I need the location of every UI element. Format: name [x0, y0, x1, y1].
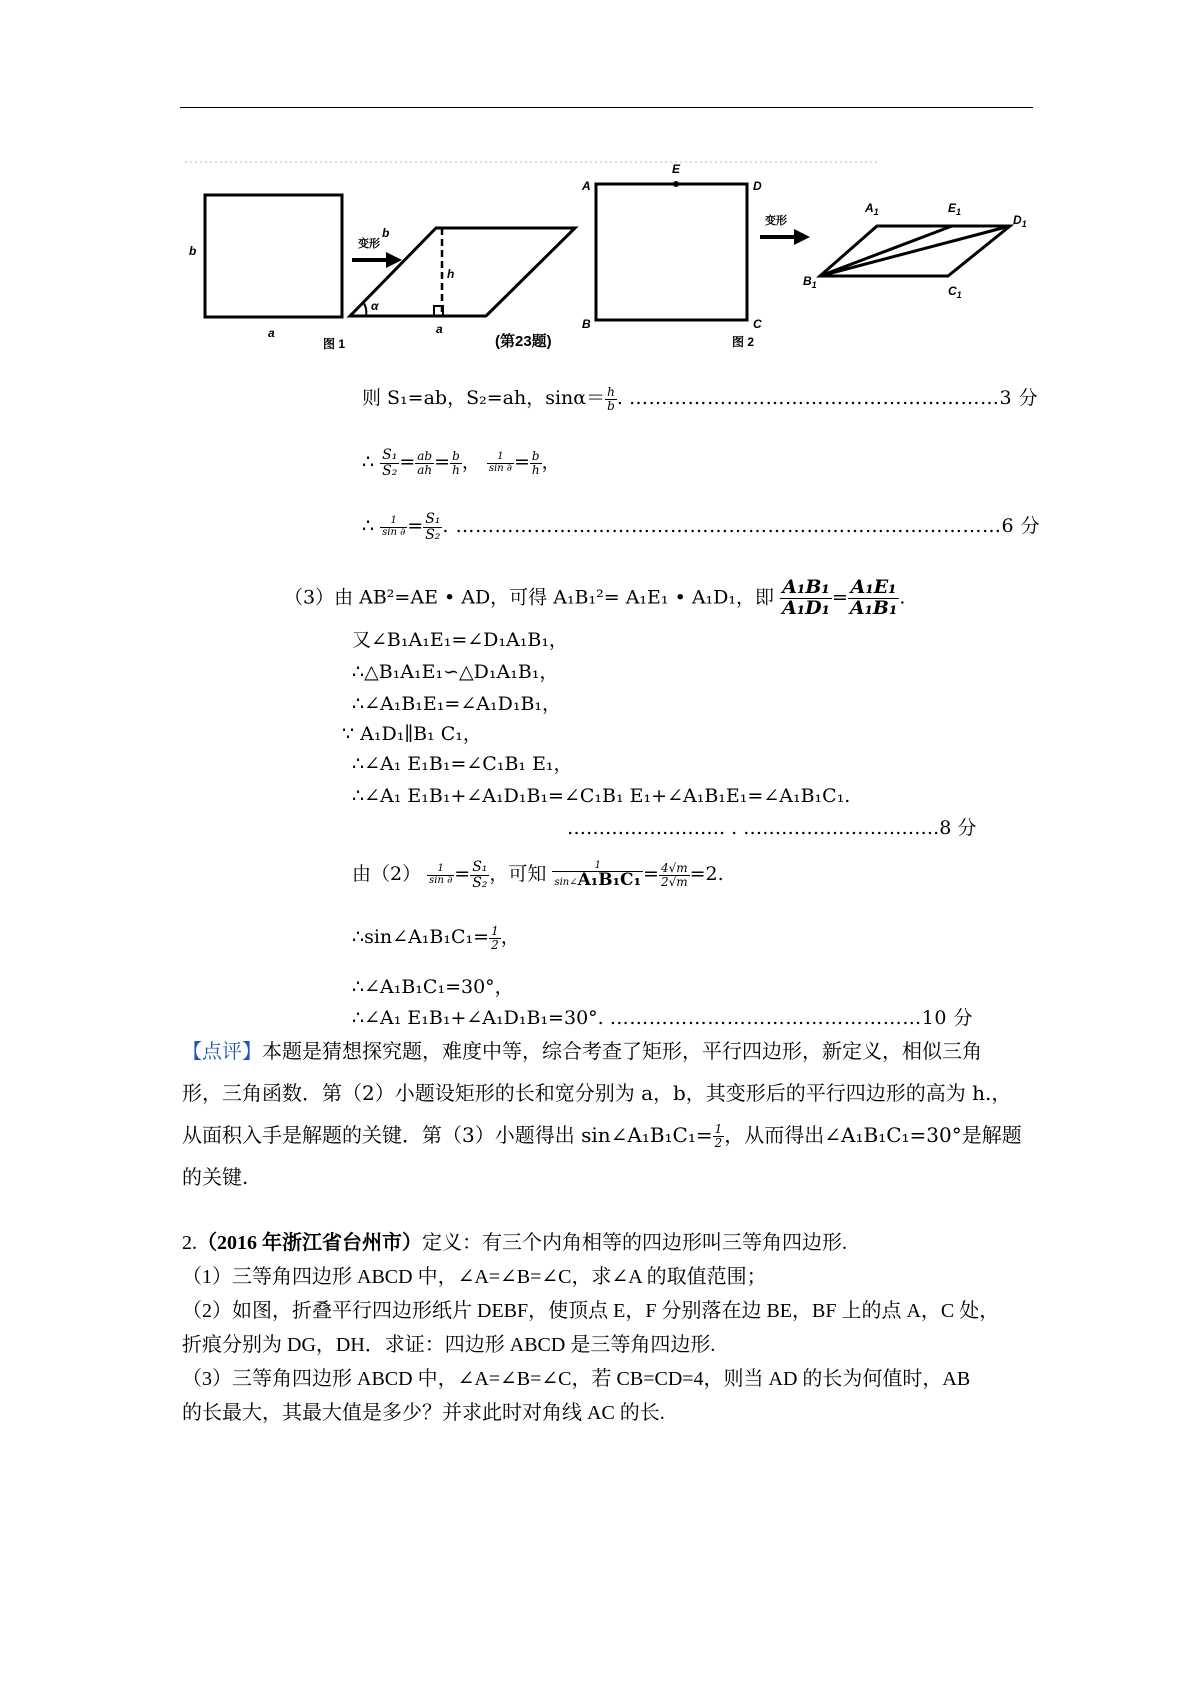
line1-score: …………………………………………………3 分 [628, 387, 1039, 410]
line12-frac-root: $\frac{4√m}{2√m}$ [660, 861, 688, 889]
solution-line-10: ∴∠A₁ E₁B₁+∠A₁D₁B₁=∠C₁B₁ E₁+∠A₁B₁E₁=∠A₁B₁C₁. [352, 785, 851, 807]
para2-label-B1: $B_1$ [803, 274, 817, 290]
arrow-1-label: 变形 [358, 238, 380, 250]
line2-frac-sin: $\frac{1}{\sin \partial}$ [488, 451, 512, 474]
solution-line-8: ∵ A₁D₁∥B₁ C₁， [342, 723, 482, 745]
para1-label-alpha: α [371, 299, 379, 313]
arrow-2-label: 变形 [765, 215, 787, 227]
segment-b1e1 [820, 226, 952, 276]
solution-line-9: ∴∠A₁ E₁B₁=∠C₁B₁ E₁， [352, 753, 573, 775]
rect2-label-D: D [753, 179, 762, 193]
rectangle-2 [596, 184, 747, 320]
solution-line-12: 由（2） $\frac{1}{\sin \partial}$ = $\frac{\text{S₁}}{\text{S₂}}$ ，可知 $\frac{1}{\text{sin∠A₁B₁C₁}}$ = $\frac{4√m}{2√m}$ =2. [352, 859, 724, 891]
problem-caption: (第23题) [495, 333, 552, 350]
line12-frac-sinA1B1C1: $\frac{1}{\text{sin∠A₁B₁C₁}}$ [554, 859, 642, 891]
para1-label-a: a [436, 322, 443, 336]
geometry-figure [180, 150, 1040, 365]
para1-label-b: b [382, 226, 390, 240]
solution-line-5: 又∠B₁A₁E₁=∠D₁A₁B₁， [352, 629, 568, 651]
solution-line-6: ∴△B₁A₁E₁∽△D₁A₁B₁， [352, 661, 559, 683]
comment-block: 【点评】本题是猜想探究题，难度中等，综合考查了矩形，平行四边形，新定义，相似三角 形，三角函数．第（2）小题设矩形的长和宽分别为 a，b，其变形后的平行四边形的高为 h.， 从面积入手是解题的关键．第（3）小题得出 sin∠A₁B₁C₁= $\frac{1}{2}$ ，从而得出∠A₁B₁C₁=30°是解题 的关键. [182, 1030, 1032, 1198]
fig2-caption: 图 2 [732, 335, 755, 349]
line12-frac-s1s2: $\frac{\text{S₁}}{\text{S₂}}$ [472, 859, 488, 891]
comment-line-4: 的关键. [182, 1165, 249, 1189]
arrow-2-head [794, 229, 810, 245]
solution-line-4: （3）由 AB²=AE • AD，可得 A₁B₁²= A₁E₁ • A₁D₁，即 $\frac{\text{A₁B₁}}{\text{A₁D₁}}$ = $\frac{\text{A₁E₁}}{\text{A₁B₁}}$ . [284, 576, 906, 619]
solution-line-2: ∴ $\frac{\text{S₁}}{\text{S₂}}$ = $\frac{ab}{ah}$ = $\frac{b}{h}$ ， $\frac{1}{\sin \partial}$ = $\frac{b}{h}$ ， [362, 447, 561, 479]
solution-line-1: 则 S₁=ab，S₂=ah，sinα＝ $\frac{h}{b}$ . …………………………………………………3 分 [362, 385, 1039, 413]
line13-frac-half: $\frac{1}{2}$ [491, 924, 499, 952]
para2-label-A1: $A_1$ [865, 201, 879, 217]
comment-line-3: 从面积入手是解题的关键．第（3）小题得出 sin∠A₁B₁C₁= $\frac{1}{2}$ ，从而得出∠A₁B₁C₁=30°是解题 [182, 1122, 1022, 1150]
para1-label-h: h [447, 267, 455, 281]
header-rule [180, 107, 1033, 108]
rect1-label-b: b [189, 244, 197, 258]
rect1-label-a: a [268, 326, 275, 340]
para2-label-D1: $D_1$ [1013, 213, 1027, 229]
question-2-source: （2016 年浙江省台州市） [197, 1232, 422, 1254]
line2-frac-abah: $\frac{ab}{ah}$ [417, 449, 433, 477]
comment-frac-half: $\frac{1}{2}$ [714, 1122, 723, 1150]
line3-frac-s1s2: $\frac{\text{S₁}}{\text{S₂}}$ [425, 511, 441, 543]
line2-frac-bh-2: $\frac{b}{h}$ [531, 449, 540, 477]
solution-line-14: ∴∠A₁B₁C₁=30°， [352, 976, 514, 998]
question-2-part-1: （1）三等角四边形 ABCD 中，∠A=∠B=∠C，求∠A 的取值范围； [182, 1266, 767, 1288]
line12-frac-sin: $\frac{1}{\sin \partial}$ [429, 863, 453, 886]
parallelogram-1 [350, 228, 575, 316]
solution-line-11-score: ……………………. . ………………………….8 分 [567, 817, 977, 839]
line3-score: . …………………………………………………………………………6 分 [442, 515, 1041, 538]
rect2-label-C: C [753, 317, 762, 331]
line1-fraction: $\frac{h}{b}$ [607, 385, 615, 413]
line2-frac-bh: $\frac{b}{h}$ [452, 449, 460, 477]
solution-line-13: ∴sin∠A₁B₁C₁= $\frac{1}{2}$ ， [352, 924, 520, 952]
para2-label-C1: $C_1$ [948, 284, 962, 300]
question-2-part-2a: （2）如图，折叠平行四边形纸片 DEBF，使顶点 E，F 分别落在边 BE，BF 上的点 A，C 处， [182, 1300, 1000, 1322]
angle-arc [363, 302, 366, 316]
solution-line-7: ∴∠A₁B₁E₁=∠A₁D₁B₁， [352, 693, 562, 715]
question-2-part-3a: （3）三等角四边形 ABCD 中，∠A=∠B=∠C，若 CB=CD=4，则当 AD 的长为何值时，AB [182, 1368, 971, 1390]
comment-tag: 【点评】 [182, 1039, 262, 1063]
question-2 [182, 1226, 1034, 1430]
solution-line-3: ∴ $\frac{1}{\sin \partial}$ = $\frac{\text{S₁}}{\text{S₂}}$ . …………………………………………………………………………6 分 [362, 511, 1041, 543]
rect2-label-E: E [672, 162, 681, 176]
line2-frac-s1s2: $\frac{\text{S₁}}{\text{S₂}}$ [382, 447, 398, 479]
line4-frac-2: $\frac{\text{A₁E₁}}{\text{A₁B₁}}$ [849, 576, 898, 619]
para2-label-E1: $E_1$ [948, 201, 962, 217]
point-e [673, 181, 679, 187]
rect2-label-A: A [582, 179, 591, 193]
question-2-header: 2.（2016 年浙江省台州市）定义：有三个内角相等的四边形叫三等角四边形. [182, 1232, 847, 1254]
comment-line-2: 形，三角函数．第（2）小题设矩形的长和宽分别为 a，b，其变形后的平行四边形的高为 h.， [182, 1081, 1012, 1105]
fig1-caption: 图 1 [323, 337, 346, 351]
rectangle-1 [205, 195, 342, 317]
line15-score: …………………………………………10 分 [609, 1007, 973, 1029]
question-2-part-2b: 折痕分别为 DG，DH．求证：四边形 ABCD 是三等角四边形. [182, 1334, 716, 1356]
rect2-label-B: B [582, 317, 591, 331]
line4-frac-1: $\frac{\text{A₁B₁}}{\text{A₁D₁}}$ [782, 576, 830, 619]
question-2-part-3b: 的长最大，其最大值是多少？并求此时对角线 AC 的长. [182, 1402, 665, 1424]
solution-line-15: ∴∠A₁ E₁B₁+∠A₁D₁B₁=30°. …………………………………………10 分 [352, 1007, 973, 1029]
line1-text: 则 S₁=ab，S₂=ah，sinα＝ [362, 387, 606, 410]
line3-frac-sin: $\frac{1}{\sin \partial}$ [382, 515, 406, 538]
